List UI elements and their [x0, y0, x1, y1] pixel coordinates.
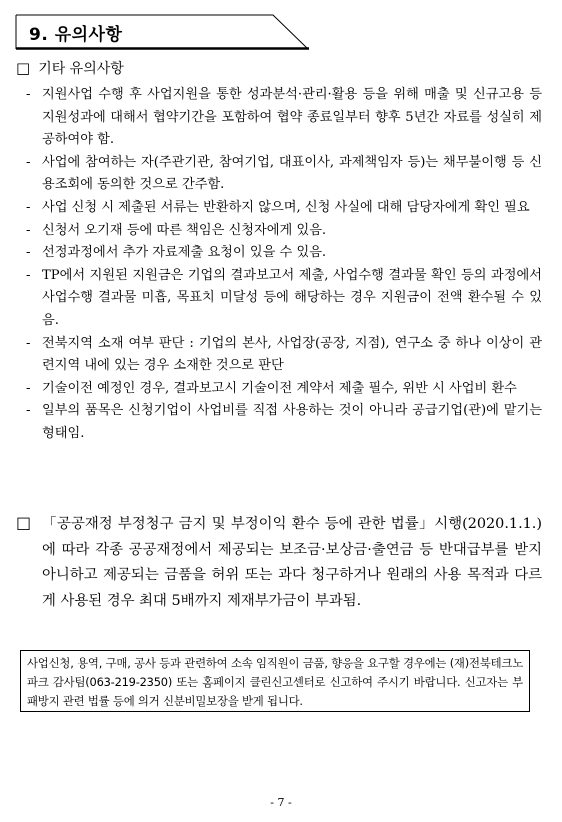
square-bullet-icon: □ — [16, 59, 31, 77]
caution-list — [26, 84, 542, 446]
list-item-text: 사업 신청 시 제출된 서류는 반환하지 않으며, 신청 사실에 대해 담당자에게 확인 필요 — [42, 199, 530, 215]
list-item — [26, 400, 542, 445]
dash-bullet: - — [26, 267, 31, 283]
dash-bullet: - — [26, 245, 31, 261]
list-item — [26, 378, 542, 401]
list-item-text: TP에서 지원된 지원금은 기업의 결과보고서 제출, 사업수행 결과물 확인 등의 과정에서 사업수행 결과물 미흡, 목표치 미달성 등에 해당하는 경우 지원금이 전액 환수될 수 있음. — [42, 267, 542, 328]
list-item-text: 전북지역 소재 여부 판단 : 기업의 본사, 사업장(공장, 지점), 연구소 중 하나 이상이 관련지역 내에 있는 경우 소재한 것으로 판단 — [42, 335, 543, 374]
law-block — [16, 512, 542, 614]
dash-bullet: - — [26, 222, 31, 238]
list-item — [26, 333, 542, 378]
list-item — [26, 220, 542, 243]
list-item-text: 일부의 품목은 신청기업이 사업비를 직접 사용하는 것이 아니라 공급기업(관)에 맡기는 형태임. — [42, 403, 542, 441]
list-item-text: 기술이전 예정인 경우, 결과보고시 기술이전 계약서 제출 필수, 위반 시 사업비 환수 — [42, 380, 517, 396]
group1-heading-row — [16, 59, 124, 78]
notice-box — [20, 650, 530, 712]
list-item-text: 신청서 오기재 등에 따른 책임은 신청자에게 있음. — [42, 222, 327, 238]
list-item — [26, 197, 542, 220]
dash-bullet: - — [26, 380, 31, 396]
law-text: 「공공재정 부정청구 금지 및 부정이익 환수 등에 관한 법률」시행(2020.1.1.)에 따라 각종 공공재정에서 제공되는 보조금·보상금·출연금 등 반대급부를 받지 아니하고 제공되는 금품을 허위 또는 과다 청구하거나 원래의 사용 목적과 다르게 사용된 경우 최대 5배까지 제재부가금이 부과됨. — [42, 516, 542, 609]
page-number: - 7 - — [270, 796, 292, 809]
dash-bullet: - — [26, 199, 31, 215]
list-item-text: 선정과정에서 추가 자료제출 요청이 있을 수 있음. — [42, 245, 327, 261]
list-item — [26, 265, 542, 333]
dash-bullet: - — [26, 403, 31, 419]
square-bullet-icon: □ — [16, 513, 32, 532]
section-title: 9. 유의사항 — [29, 25, 123, 45]
dash-bullet: - — [26, 87, 31, 102]
section-header — [15, 14, 310, 50]
list-item — [26, 84, 542, 152]
list-item — [26, 242, 542, 265]
notice-text: 사업신청, 용역, 구매, 공사 등과 관련하여 소속 임직원이 금품, 향응을 요구할 경우에는 (재)전북테크노파크 감사팀(063-219-2350) 또는 홈페이지 클린신고센터로 신고하여 주시기 바랍니다. 신고자는 부패방지 관련 법률 등에 의거 신분비밀보장을 받게 됩니다. — [27, 656, 523, 708]
list-item-text: 지원사업 수행 후 사업지원을 통한 성과분석·관리·활용 등을 위해 매출 및 신규고용 등 지원성과에 대해서 협약기간을 포함하여 협약 종료일부터 향후 5년간 자료를 성실히 제공하여야 함. — [42, 87, 542, 148]
dash-bullet: - — [26, 154, 31, 170]
list-item-text: 사업에 참여하는 자(주관기관, 참여기업, 대표이사, 과제책임자 등)는 채무불이행 등 신용조회에 동의한 것으로 간주함. — [42, 154, 542, 193]
dash-bullet: - — [26, 335, 31, 351]
list-item — [26, 152, 542, 197]
group1-heading: 기타 유의사항 — [38, 61, 124, 77]
